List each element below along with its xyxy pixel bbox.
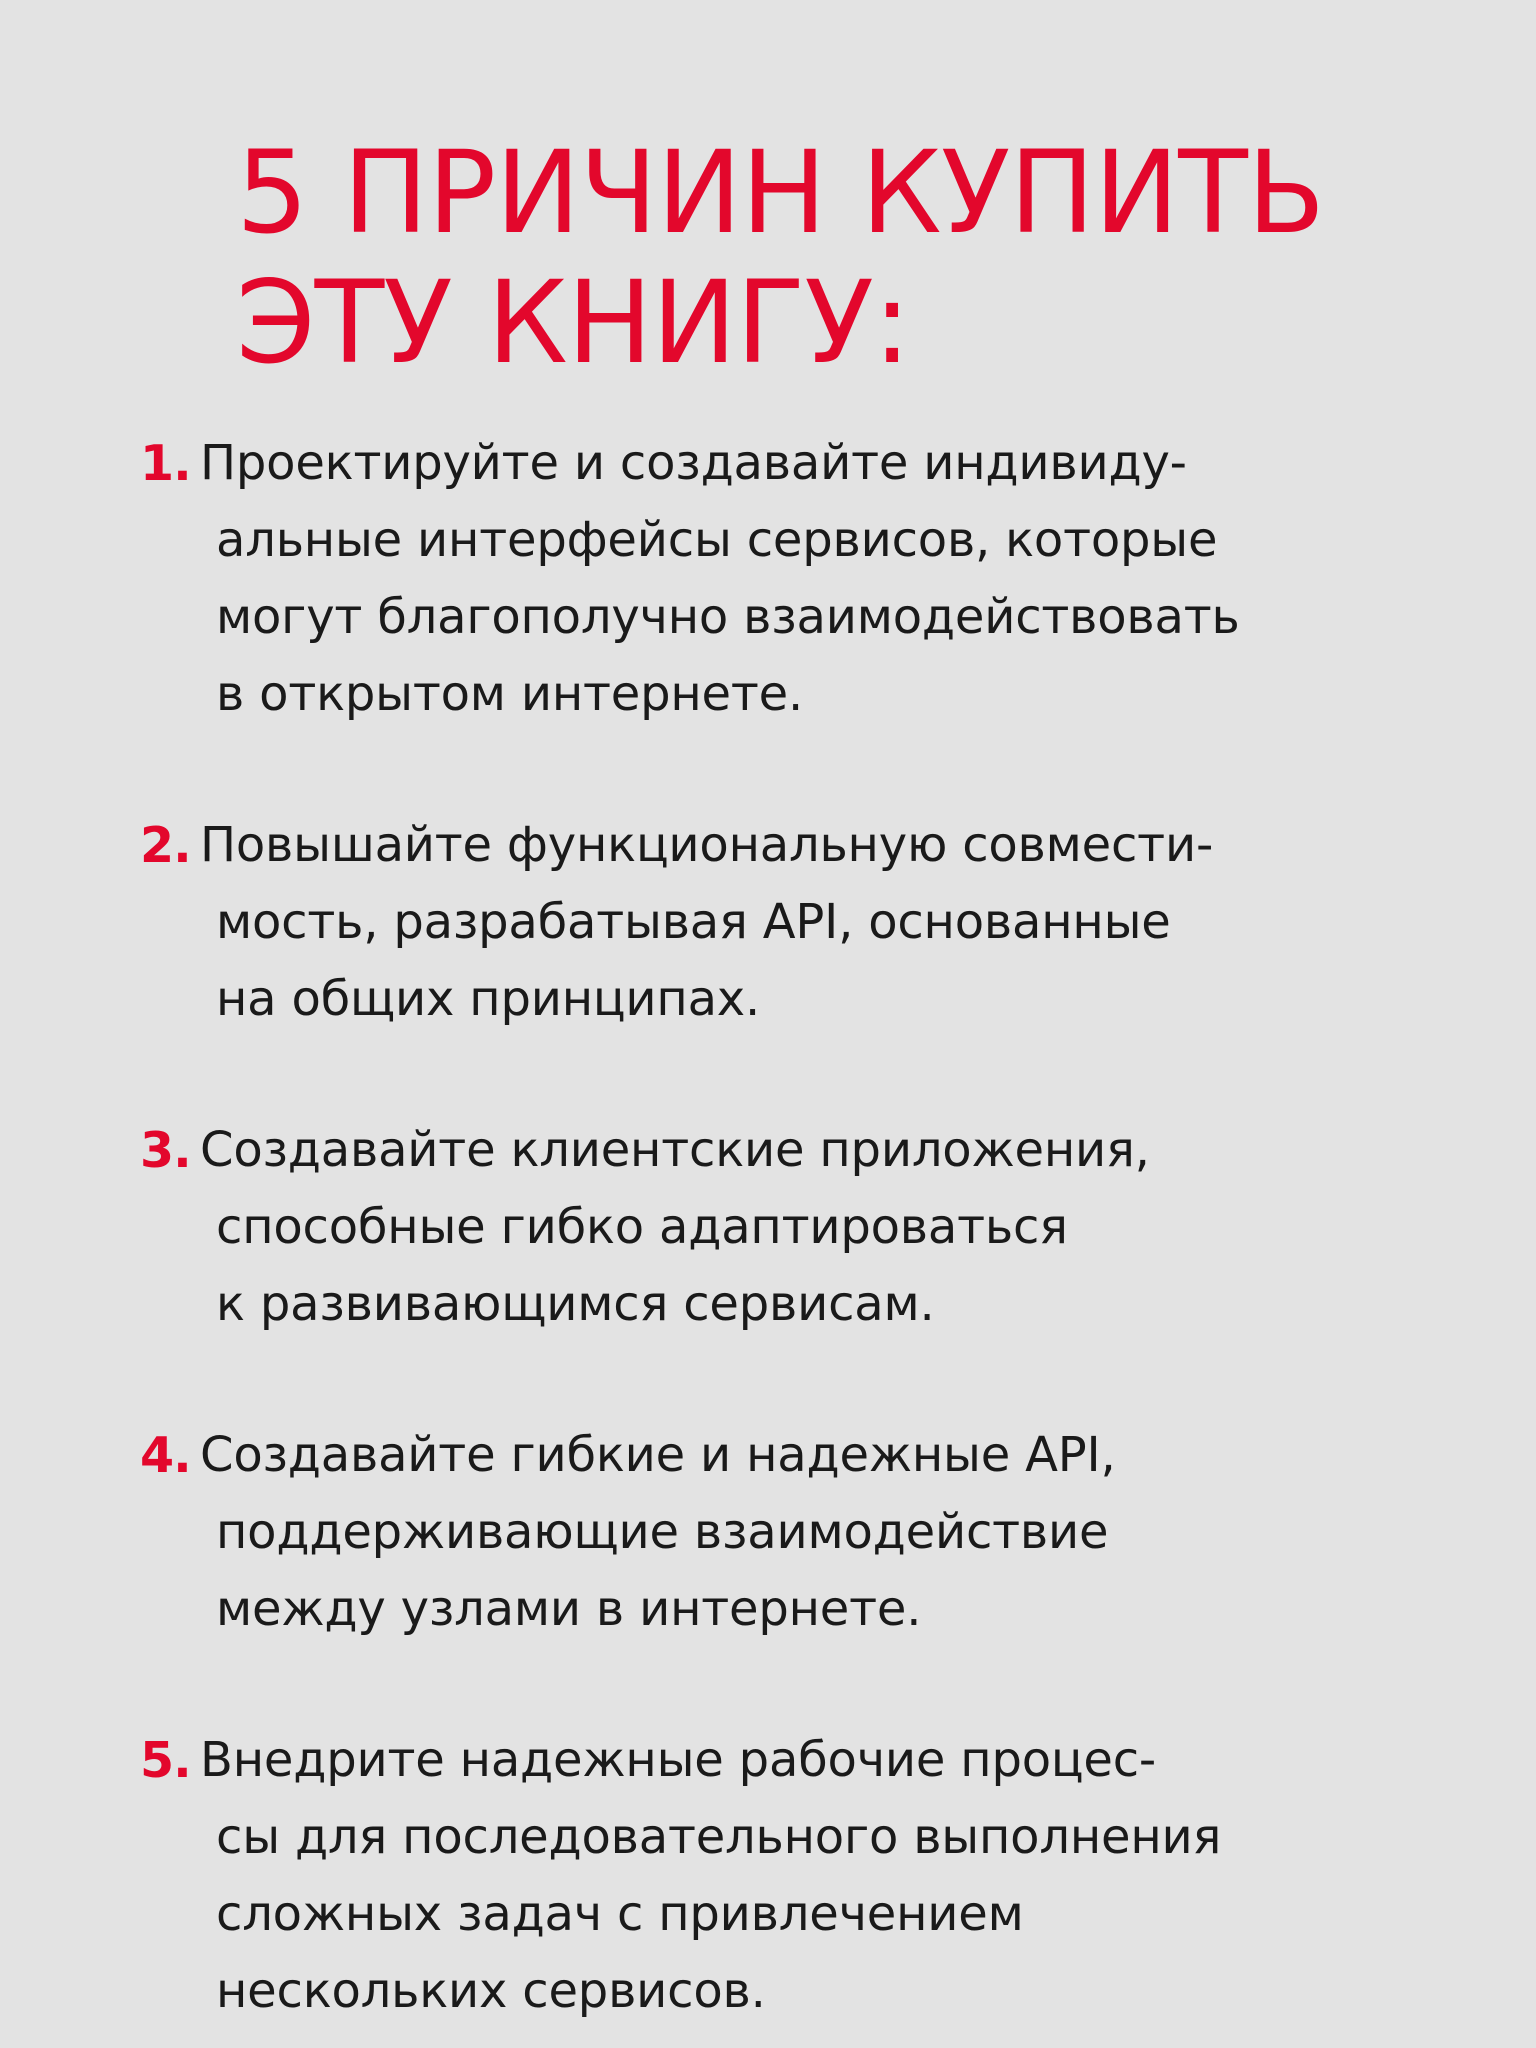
reason-text <box>200 1417 1430 1648</box>
reason-line: могут благополучно взаимодействовать <box>216 589 1240 645</box>
reason-number: 2. <box>140 817 191 874</box>
reason-item-5 <box>140 1722 1430 2030</box>
reason-line: поддерживающие взаимодействие <box>216 1504 1109 1560</box>
reason-line: Проектируйте и создавайте индивиду- <box>200 435 1187 491</box>
title-line-2: ЭТУ КНИГУ: <box>236 256 911 389</box>
reason-line: Создавайте клиентские приложения, <box>200 1122 1150 1178</box>
reason-line: альные интерфейсы сервисов, которые <box>216 512 1218 568</box>
reason-line: Повышайте функциональную совмести- <box>200 817 1214 873</box>
reason-number: 4. <box>140 1427 191 1484</box>
reason-line: нескольких сервисов. <box>216 1963 766 2019</box>
reason-line: сложных задач с привлечением <box>216 1886 1024 1942</box>
reason-number: 1. <box>140 435 191 492</box>
reason-item-2 <box>140 807 1430 1038</box>
page-title <box>236 128 1324 388</box>
reason-item-4 <box>140 1417 1430 1648</box>
reason-number: 3. <box>140 1122 191 1179</box>
reason-number: 5. <box>140 1732 191 1789</box>
reason-line: мость, разрабатывая API, основанные <box>216 894 1171 950</box>
reason-line: к развивающимся сервисам. <box>216 1276 935 1332</box>
reason-line: способные гибко адаптироваться <box>216 1199 1068 1255</box>
reason-line: между узлами в интернете. <box>216 1581 922 1637</box>
reason-item-1 <box>140 425 1430 733</box>
reason-line: Внедрите надежные рабочие процес- <box>200 1732 1157 1788</box>
reason-line: сы для последовательного выполнения <box>216 1809 1222 1865</box>
title-line-1: 5 ПРИЧИН КУПИТЬ <box>236 126 1325 259</box>
reason-line: Создавайте гибкие и надежные API, <box>200 1427 1116 1483</box>
reason-text <box>200 1112 1430 1343</box>
reason-line: на общих принципах. <box>216 971 761 1027</box>
reason-text <box>200 425 1430 733</box>
reason-text <box>200 1722 1430 2030</box>
reason-line: в открытом интернете. <box>216 666 804 722</box>
reason-text <box>200 807 1430 1038</box>
reasons-list <box>140 425 1430 2030</box>
reason-item-3 <box>140 1112 1430 1343</box>
